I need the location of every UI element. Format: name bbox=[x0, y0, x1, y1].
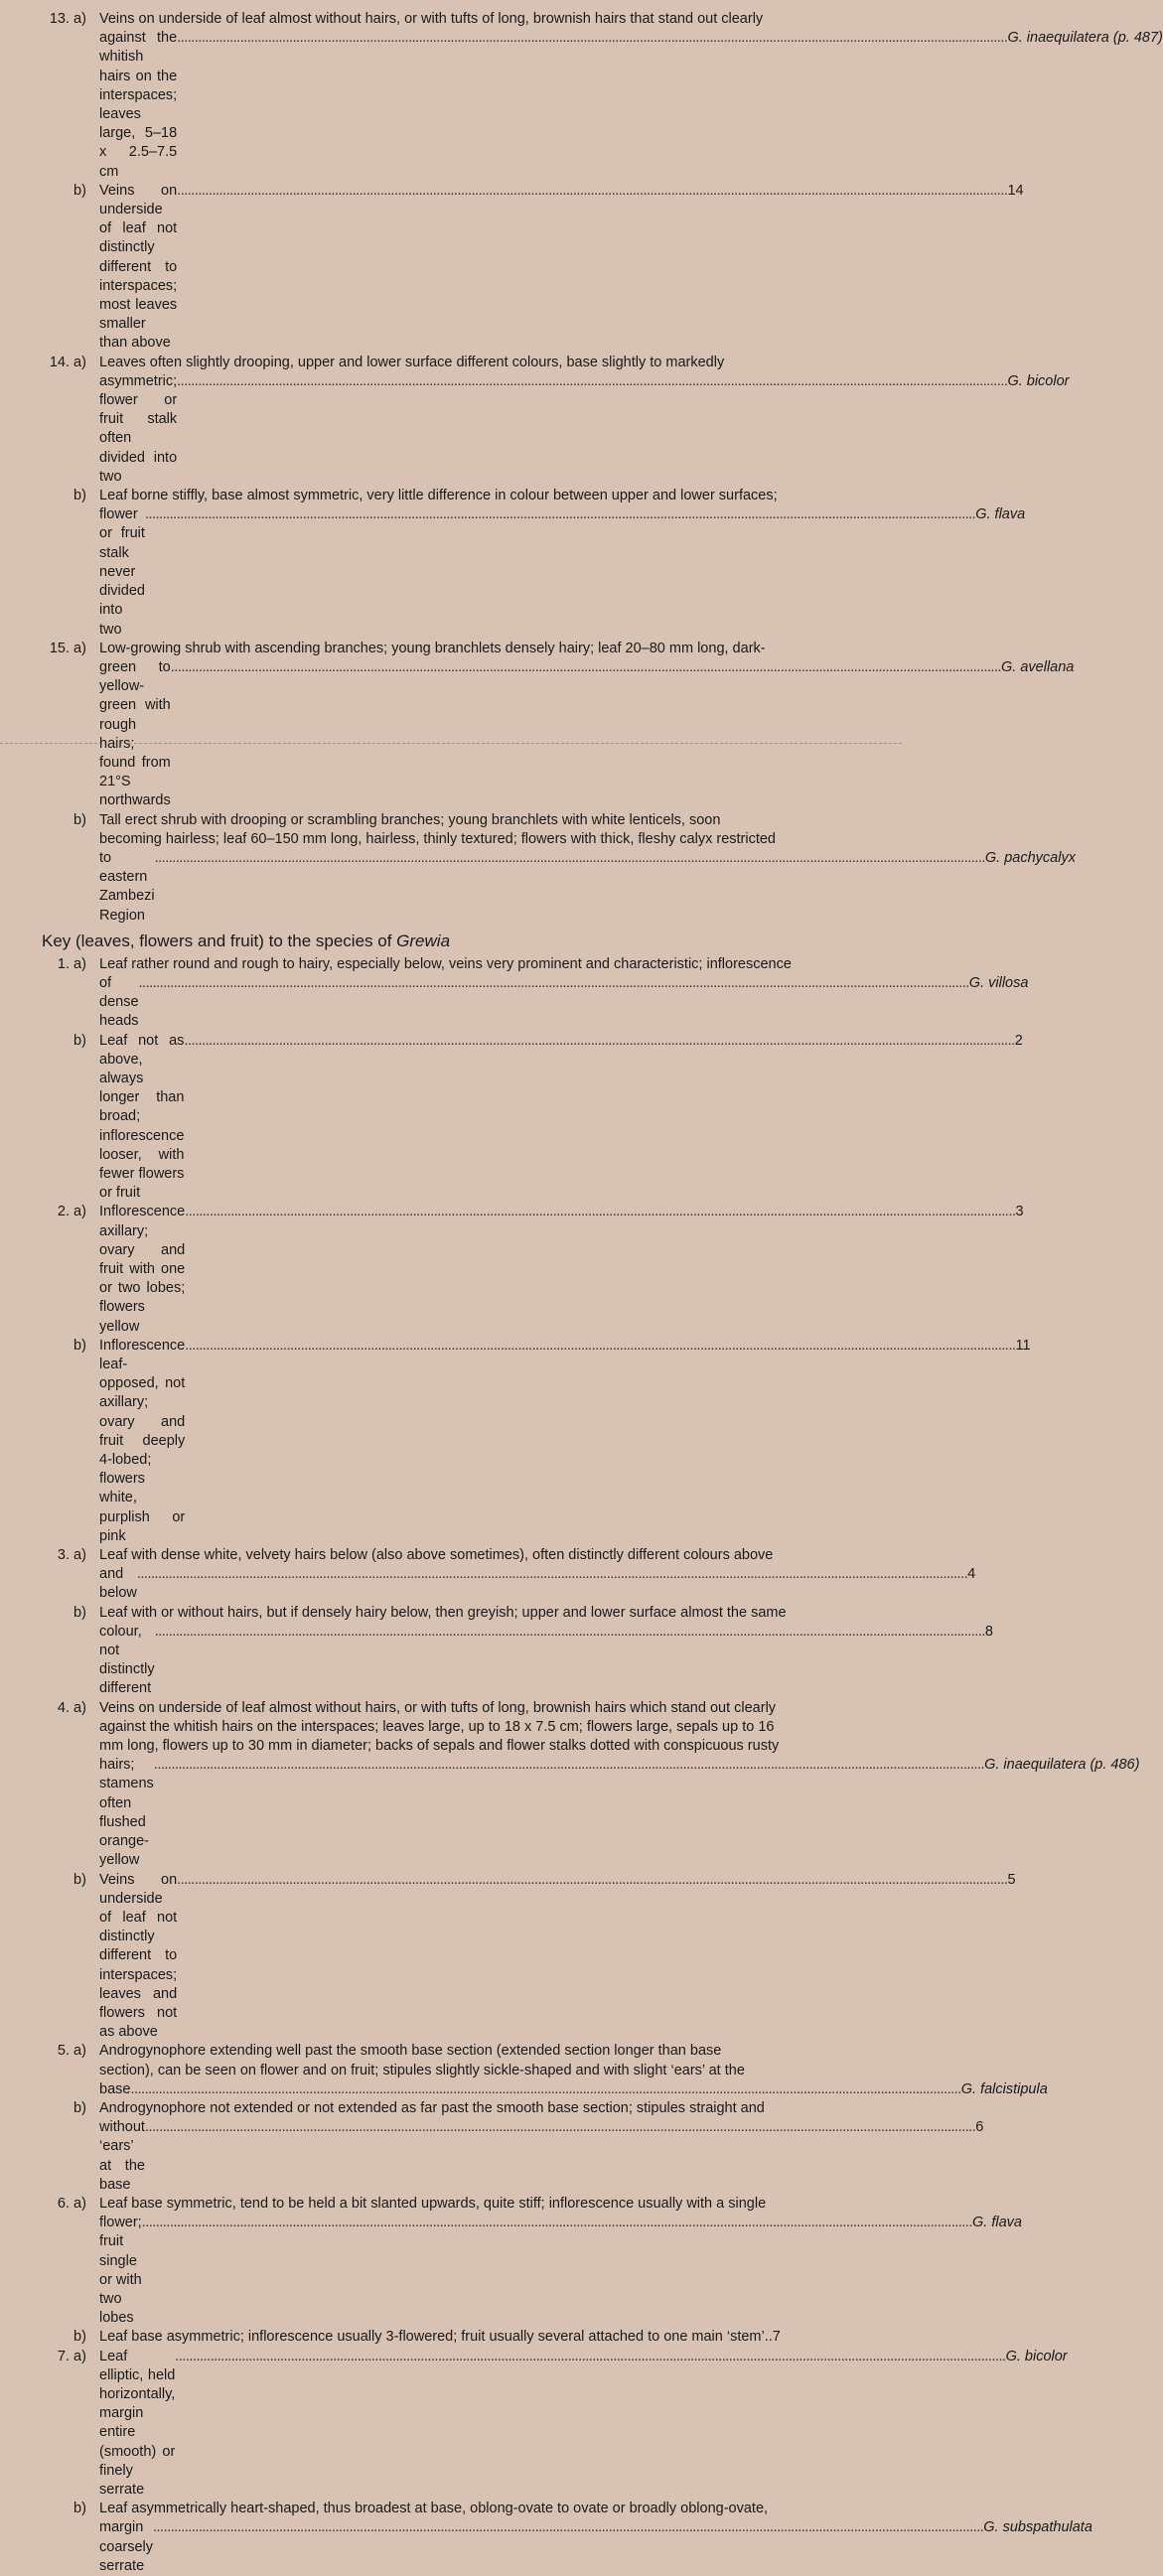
result-label: G. subspathulata bbox=[983, 2519, 1092, 2536]
leader-dots bbox=[184, 1032, 1014, 1204]
text-line bbox=[99, 505, 1025, 639]
text-line bbox=[99, 811, 1076, 830]
species-name bbox=[985, 849, 1076, 926]
couplet-text bbox=[99, 1604, 993, 1699]
line-text: against the whitish hairs on the interspaces; leaves large, up to 18 x 7.5 cm; flowers large, sepals up to 16 bbox=[99, 1718, 775, 1735]
text-line bbox=[99, 974, 1028, 1032]
text-line bbox=[99, 372, 1070, 487]
couplet-number bbox=[42, 1032, 73, 1204]
line-text: margin coarsely serrate bbox=[99, 2519, 153, 2574]
leader-dots bbox=[177, 1871, 1007, 2043]
couplet-text bbox=[99, 10, 1163, 182]
text-line bbox=[99, 1623, 993, 1699]
result-label: 8 bbox=[984, 1623, 993, 1640]
key-entry bbox=[42, 1546, 976, 1604]
text-line bbox=[99, 354, 1070, 372]
couplet-text bbox=[99, 2500, 1092, 2576]
couplet-number bbox=[42, 2500, 73, 2576]
result-label: G. flava bbox=[972, 2215, 1022, 2231]
line-text: Leaf with or without hairs, but if densely hairy below, then greyish; upper and lower surface almost the same bbox=[99, 1604, 787, 1621]
text-line bbox=[99, 1737, 1139, 1756]
next-couplet-ref bbox=[967, 1565, 975, 1603]
line-text: against the whitish hairs on the interspaces; leaves large, 5–18 x 2.5–7.5 cm bbox=[99, 30, 178, 180]
leader-dots bbox=[185, 1337, 1015, 1546]
line-text: Veins on underside of leaf almost without hairs, or with tufts of long, brownish hairs which stand out clearly bbox=[99, 1699, 777, 1716]
species-name bbox=[1006, 2348, 1068, 2501]
text-line bbox=[99, 640, 1074, 658]
result-label: 11 bbox=[1015, 1337, 1031, 1354]
text-line bbox=[99, 2195, 1022, 2214]
text-line bbox=[99, 182, 1024, 354]
key-entry bbox=[42, 640, 1075, 811]
key-entry bbox=[42, 1699, 1140, 1871]
text-line bbox=[99, 2214, 1022, 2328]
couplet-letter: a) bbox=[73, 2195, 86, 2212]
text-line bbox=[99, 2518, 1092, 2576]
line-text: colour, not distinctly different bbox=[99, 1623, 155, 1697]
key-entry bbox=[42, 2195, 1022, 2328]
key-entry bbox=[42, 354, 1070, 487]
text-line bbox=[99, 849, 1076, 926]
leader-dots bbox=[177, 182, 1007, 354]
couplet-text bbox=[99, 2328, 850, 2347]
leader-dots bbox=[139, 974, 969, 1032]
text-line bbox=[99, 955, 1028, 974]
text-line bbox=[99, 1604, 993, 1623]
couplet-number bbox=[42, 2328, 73, 2347]
couplet-text bbox=[99, 1203, 1024, 1336]
couplet-number: 13. bbox=[49, 11, 70, 27]
text-line bbox=[99, 1565, 975, 1603]
text-line bbox=[99, 29, 1163, 182]
key-entry bbox=[42, 182, 1024, 354]
result-label: 6 bbox=[975, 2119, 984, 2136]
line-text: Leaf elliptic, held horizontally, margin entire (smooth) or finely serrate bbox=[99, 2348, 176, 2498]
key-entry bbox=[42, 1871, 1016, 2043]
couplet-text bbox=[99, 1699, 1139, 1871]
heading-genus: Grewia bbox=[396, 930, 451, 950]
species-name bbox=[983, 2518, 1092, 2576]
result-label: G. bicolor bbox=[1005, 2348, 1068, 2364]
line-text: Veins on underside of leaf not distinctly different to interspaces; most leaves smaller than above bbox=[99, 182, 178, 352]
next-couplet-ref bbox=[1007, 1871, 1015, 2043]
text-line bbox=[99, 2500, 1092, 2518]
couplet-number bbox=[42, 487, 73, 640]
text-line bbox=[99, 1203, 1024, 1336]
key-entry bbox=[42, 10, 1163, 182]
line-text: flower; fruit single or with two lobes bbox=[99, 2215, 142, 2327]
result-label: G. pachycalyx bbox=[984, 849, 1076, 866]
line-text: Leaf base asymmetric; inflorescence usually 3-flowered; fruit usually several attached to one main ‘stem’..7 bbox=[99, 2329, 781, 2346]
leader-dots bbox=[137, 1565, 967, 1603]
species-name bbox=[969, 974, 1029, 1032]
leader-dots bbox=[142, 2214, 972, 2328]
line-text: becoming hairless; leaf 60–150 mm long, hairless, thinly textured; flowers with thick, fleshy calyx restricted bbox=[99, 830, 776, 847]
key-entry bbox=[42, 1203, 1024, 1336]
couplet-letter: b) bbox=[73, 1604, 86, 1621]
species-name bbox=[975, 505, 1025, 639]
key-entry bbox=[42, 955, 1029, 1032]
text-line bbox=[99, 1756, 1139, 1870]
line-text: Tall erect shrub with drooping or scrambling branches; young branchlets with white lenticels, soon bbox=[99, 811, 721, 828]
text-line bbox=[99, 1337, 1031, 1546]
leader-dots bbox=[154, 1756, 984, 1870]
couplet-letter: b) bbox=[73, 2329, 86, 2346]
line-text: green to yellow-green with rough hairs; found from 21°S northwards bbox=[99, 658, 171, 809]
couplet-letter: a) bbox=[73, 955, 86, 972]
couplet-text bbox=[99, 2042, 1048, 2099]
couplet-number bbox=[42, 182, 73, 354]
line-text: Leaves often slightly drooping, upper and lower surface different colours, base slightly to markedly bbox=[99, 354, 725, 370]
couplet-text bbox=[99, 182, 1024, 354]
key-section-leaves bbox=[42, 10, 1163, 926]
line-text: Leaf asymmetrically heart-shaped, thus broadest at base, oblong-ovate to ovate or broadly oblong-ovate, bbox=[99, 2501, 769, 2517]
line-text: of dense heads bbox=[99, 974, 139, 1030]
key-entry bbox=[42, 2042, 1048, 2099]
couplet-number bbox=[42, 1871, 73, 2043]
couplet-text bbox=[99, 1337, 1031, 1546]
leader-dots bbox=[175, 2348, 1005, 2501]
next-couplet-ref bbox=[1016, 1337, 1031, 1546]
couplet-text bbox=[99, 2348, 1068, 2501]
next-couplet-ref bbox=[1016, 1203, 1024, 1336]
result-label: 14 bbox=[1007, 182, 1024, 199]
text-line bbox=[99, 2118, 983, 2195]
couplet-number: 7. bbox=[57, 2348, 70, 2364]
leader-dots bbox=[130, 2080, 960, 2099]
text-line bbox=[99, 2080, 1048, 2099]
leader-dots bbox=[155, 1623, 985, 1699]
couplet-text bbox=[99, 2195, 1022, 2328]
couplet-letter: b) bbox=[73, 811, 86, 828]
couplet-text bbox=[99, 955, 1028, 1032]
couplet-letter: b) bbox=[73, 488, 86, 504]
line-text: Leaf base symmetric, tend to be held a bit slanted upwards, quite stiff; inflorescence usually with a single bbox=[99, 2195, 767, 2212]
result-label: G. villosa bbox=[968, 974, 1029, 991]
line-text: section), can be seen on flower and on fruit; stipules slightly sickle-shaped and with slight ‘ears’ at the bbox=[99, 2062, 745, 2078]
line-text: Veins on underside of leaf almost without hairs, or with tufts of long, brownish hairs that stand out clearly bbox=[99, 11, 764, 27]
leader-dots bbox=[153, 2518, 983, 2576]
text-line bbox=[99, 2348, 1068, 2501]
line-text: Androgynophore not extended or not extended as far past the smooth base section; stipules straight and bbox=[99, 2099, 765, 2116]
key-entry bbox=[42, 811, 1076, 926]
result-label: G. flava bbox=[975, 506, 1026, 523]
result-label: 3 bbox=[1015, 1204, 1024, 1220]
leader-dots bbox=[145, 505, 975, 639]
text-line bbox=[99, 10, 1163, 29]
couplet-text bbox=[99, 354, 1070, 487]
species-name bbox=[1001, 658, 1074, 811]
result-label: 5 bbox=[1007, 1871, 1016, 1888]
species-name bbox=[972, 2214, 1022, 2328]
couplet-letter: b) bbox=[73, 2099, 86, 2116]
couplet-letter: b) bbox=[73, 1032, 86, 1049]
couplet-number bbox=[42, 2099, 73, 2195]
text-line bbox=[99, 1871, 1016, 2043]
cropped-edge bbox=[0, 743, 902, 754]
result-label: 2 bbox=[1014, 1032, 1023, 1049]
result-label: G. avellana bbox=[1001, 658, 1075, 675]
key-entry bbox=[42, 1604, 993, 1699]
couplet-text bbox=[99, 487, 1025, 640]
couplet-text bbox=[99, 1546, 975, 1604]
couplet-number: 5. bbox=[57, 2043, 70, 2060]
line-text: Leaf borne stiffly, base almost symmetric, very little difference in colour between upper and lower surfaces; bbox=[99, 488, 778, 504]
couplet-letter: a) bbox=[73, 2348, 86, 2364]
text-line bbox=[99, 2328, 850, 2347]
result-label: G. bicolor bbox=[1007, 372, 1070, 389]
species-name bbox=[984, 1756, 1139, 1870]
couplet-number: 1. bbox=[57, 955, 70, 972]
text-line bbox=[99, 2042, 1048, 2061]
next-couplet-ref bbox=[975, 2118, 983, 2195]
leader-dots bbox=[177, 372, 1007, 487]
couplet-letter: a) bbox=[73, 11, 86, 27]
next-couplet-ref bbox=[1007, 182, 1023, 354]
key-entry bbox=[42, 487, 1026, 640]
couplet-text bbox=[99, 640, 1074, 811]
line-text: without ‘ears’ at the base bbox=[99, 2119, 145, 2193]
text-line bbox=[99, 1699, 1139, 1718]
line-text: Leaf rather round and rough to hairy, especially below, veins very prominent and characteristic; inflorescence bbox=[99, 955, 792, 972]
text-line bbox=[99, 830, 1076, 849]
couplet-letter: a) bbox=[73, 1547, 86, 1564]
leader-dots bbox=[177, 29, 1007, 182]
leader-dots bbox=[155, 849, 985, 926]
text-line bbox=[99, 658, 1074, 811]
line-text: to eastern Zambezi Region bbox=[99, 849, 155, 924]
section-heading bbox=[42, 930, 850, 952]
couplet-letter: a) bbox=[73, 1699, 86, 1716]
line-text: flower or fruit stalk never divided into two bbox=[99, 506, 145, 638]
leader-dots bbox=[145, 2118, 975, 2195]
line-text: and below bbox=[99, 1566, 137, 1602]
key-entry bbox=[42, 1337, 1031, 1546]
line-text: hairs; stamens often flushed orange-yellow bbox=[99, 1757, 154, 1869]
couplet-number bbox=[42, 811, 73, 926]
heading-text: Key (leaves, flowers and fruit) to the species of bbox=[42, 930, 397, 950]
couplet-text bbox=[99, 1871, 1016, 2043]
result-label: 4 bbox=[967, 1566, 976, 1583]
key-entry bbox=[42, 2348, 1068, 2501]
key-section-leaves-flowers-fruit bbox=[42, 955, 1140, 2576]
key-entry bbox=[42, 2099, 984, 2195]
couplet-number: 6. bbox=[57, 2195, 70, 2212]
line-text: Androgynophore extending well past the smooth base section (extended section longer than base bbox=[99, 2043, 722, 2060]
couplet-number: 3. bbox=[57, 1547, 70, 1564]
result-label: G. falcistipula bbox=[960, 2080, 1048, 2097]
key-entry bbox=[42, 2328, 850, 2347]
line-text: Leaf with dense white, velvety hairs below (also above sometimes), often distinctly different colours above bbox=[99, 1547, 774, 1564]
couplet-number: 15. bbox=[49, 640, 70, 656]
couplet-number: 14. bbox=[49, 354, 70, 370]
couplet-text bbox=[99, 811, 1076, 926]
couplet-letter: a) bbox=[73, 354, 86, 370]
couplet-letter: a) bbox=[73, 2043, 86, 2060]
line-text: Inflorescence leaf-opposed, not axillary; ovary and fruit deeply 4-lobed; flowers white, purplish or pink bbox=[99, 1337, 186, 1544]
line-text: Low-growing shrub with ascending branches; young branchlets densely hairy; leaf 20–80 mm long, dark- bbox=[99, 640, 766, 656]
species-name bbox=[961, 2080, 1048, 2099]
leader-dots bbox=[185, 1203, 1015, 1336]
result-label: G. inaequilatera (p. 486) bbox=[984, 1757, 1140, 1774]
next-couplet-ref bbox=[1015, 1032, 1023, 1204]
text-line bbox=[99, 487, 1025, 505]
line-text: mm long, flowers up to 30 mm in diameter; backs of sepals and flower stalks dotted with conspicuous rusty bbox=[99, 1738, 780, 1755]
couplet-letter: b) bbox=[73, 1337, 86, 1354]
key-entry bbox=[42, 1032, 1023, 1204]
couplet-letter: a) bbox=[73, 640, 86, 656]
key-entry bbox=[42, 2500, 1092, 2576]
line-text: Veins on underside of leaf not distinctly different to interspaces; leaves and flowers not as above bbox=[99, 1871, 178, 2041]
leader-dots bbox=[171, 658, 1001, 811]
result-label: G. inaequilatera (p. 487) bbox=[1007, 30, 1163, 47]
couplet-number: 2. bbox=[57, 1204, 70, 1220]
couplet-number: 4. bbox=[57, 1699, 70, 1716]
couplet-text bbox=[99, 2099, 983, 2195]
text-line bbox=[99, 1546, 975, 1565]
next-couplet-ref bbox=[985, 1623, 993, 1699]
couplet-letter: b) bbox=[73, 2501, 86, 2517]
couplet-letter: a) bbox=[73, 1204, 86, 1220]
text-line bbox=[99, 1718, 1139, 1737]
couplet-letter: b) bbox=[73, 1871, 86, 1888]
couplet-number bbox=[42, 1604, 73, 1699]
species-name bbox=[1007, 372, 1069, 487]
species-name bbox=[1007, 29, 1162, 182]
text-line bbox=[99, 2099, 983, 2118]
couplet-text bbox=[99, 1032, 1023, 1204]
line-text: Inflorescence axillary; ovary and fruit with one or two lobes; flowers yellow bbox=[99, 1204, 186, 1335]
couplet-letter: b) bbox=[73, 182, 86, 199]
line-text: asymmetric; flower or fruit stalk often divided into two bbox=[99, 372, 178, 485]
text-line bbox=[99, 2062, 1048, 2080]
couplet-number bbox=[42, 1337, 73, 1546]
line-text: base bbox=[99, 2080, 131, 2097]
line-text: Leaf not as above, always longer than broad; inflorescence looser, with fewer flowers or fruit bbox=[99, 1032, 185, 1202]
text-line bbox=[99, 1032, 1023, 1204]
